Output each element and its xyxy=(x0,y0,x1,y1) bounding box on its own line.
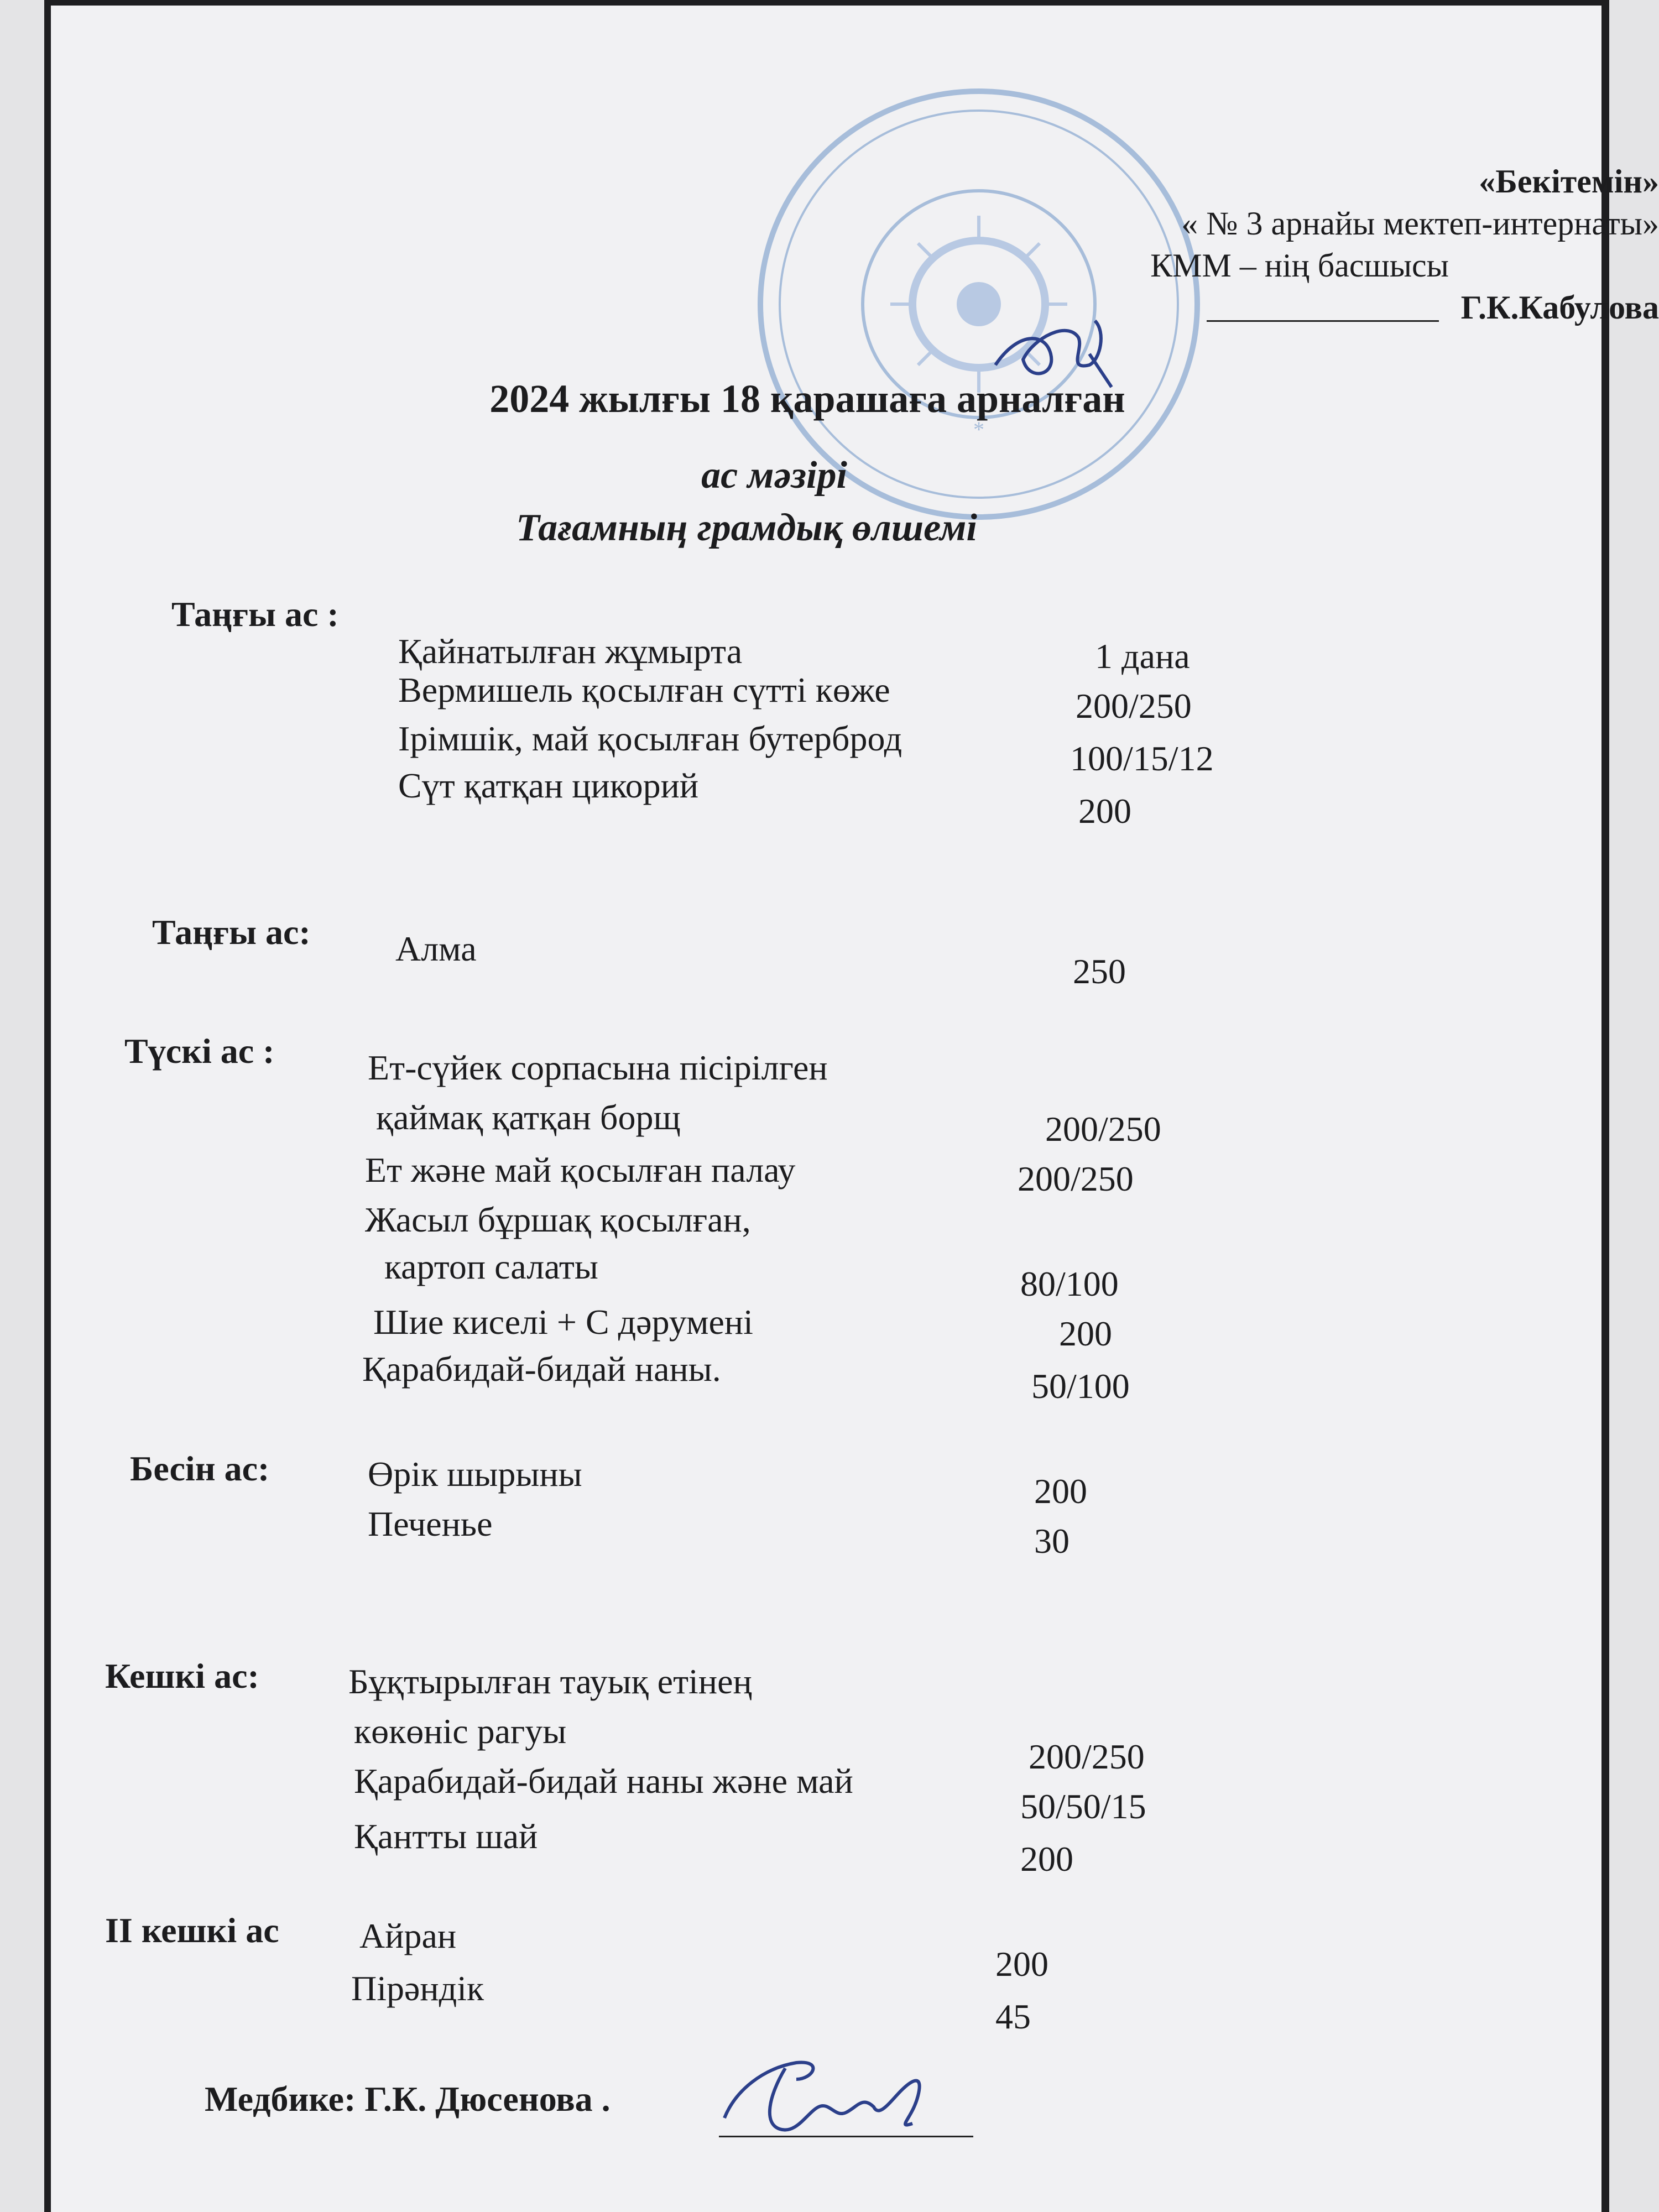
menu-item-name: Жасыл бұршақ қосылған, xyxy=(365,1200,751,1239)
nurse-label: Медбике: xyxy=(205,2079,356,2119)
meal-label: II кешкі ас xyxy=(105,1911,279,1950)
menu-item-qty: 200 xyxy=(1059,1314,1112,1353)
menu-item-name: Қантты шай xyxy=(354,1817,538,1856)
meal-label: Кешкі ас: xyxy=(105,1656,259,1695)
menu-item-qty: 30 xyxy=(1034,1521,1070,1561)
menu-item-qty: 250 xyxy=(1073,952,1126,991)
meal-label: Таңғы ас: xyxy=(152,912,311,952)
menu-item-name: Қарабидай-бидай наны. xyxy=(362,1349,721,1389)
menu-item-qty: 80/100 xyxy=(1020,1264,1119,1303)
approval-title: «Бекітемін» xyxy=(1479,163,1659,200)
menu-item-name: Бұқтырылған тауық етінең xyxy=(348,1662,752,1701)
meal-label: Түскі ас : xyxy=(124,1031,275,1071)
approval-director-name: Г.К.Кабулова xyxy=(1460,289,1659,326)
menu-item-name: Шие киселі + С дәрумені xyxy=(373,1302,753,1342)
menu-item-name: Алма xyxy=(395,929,477,968)
director-signature-line xyxy=(1207,300,1439,322)
menu-item-name: Вермишель қосылған сүтті көже xyxy=(398,670,890,709)
menu-item-qty: 200/250 xyxy=(1076,686,1192,726)
menu-item-name: Ет-сүйек сорпасына пісірілген xyxy=(368,1048,828,1087)
menu-item-name: картоп салаты xyxy=(384,1247,598,1286)
meal-label: Бесін ас: xyxy=(130,1449,270,1488)
menu-item-name: Өрік шырыны xyxy=(368,1454,582,1494)
menu-item-qty: 45 xyxy=(995,1997,1031,2036)
menu-item-qty: 200/250 xyxy=(1018,1159,1134,1198)
menu-item-name: көкөніс рагуы xyxy=(354,1712,567,1751)
meal-label: Таңғы ас : xyxy=(171,594,339,634)
menu-item-qty: 200 xyxy=(1020,1839,1073,1879)
menu-item-qty: 50/50/15 xyxy=(1020,1787,1146,1826)
approval-school: « № 3 арнайы мектеп-интернаты» xyxy=(1181,205,1659,242)
menu-item-name: Ірімшік, май қосылған бутерброд xyxy=(398,719,902,758)
menu-item-name: Пірәндік xyxy=(351,1969,484,2008)
menu-item-name: Печенье xyxy=(368,1504,493,1543)
approval-position: КММ – нің басшысы xyxy=(1150,247,1449,284)
menu-heading-date: 2024 жылғы 18 қарашаға арналған xyxy=(489,377,1125,421)
menu-item-name: Ет және май қосылған палау xyxy=(365,1150,796,1190)
menu-item-qty: 200 xyxy=(995,1944,1048,1984)
menu-item-name: Айран xyxy=(359,1916,457,1955)
menu-item-qty: 50/100 xyxy=(1031,1366,1130,1406)
svg-text:*: * xyxy=(973,417,984,442)
menu-item-name: Қарабидай-бидай наны және май xyxy=(354,1761,853,1801)
approval-block xyxy=(774,160,1659,328)
nurse-block xyxy=(205,2079,611,2119)
menu-item-name: Қайнатылған жұмырта xyxy=(398,632,743,671)
nurse-name: Г.К. Дюсенова . xyxy=(364,2079,611,2119)
menu-item-name: Сүт қатқан цикорий xyxy=(398,766,699,805)
menu-item-qty: 1 дана xyxy=(1095,637,1190,676)
menu-item-qty: 200 xyxy=(1034,1472,1087,1511)
menu-item-qty: 200/250 xyxy=(1029,1737,1145,1776)
menu-item-qty: 100/15/12 xyxy=(1070,739,1214,778)
menu-heading-measure: Тағамның грамдық өлшемі xyxy=(516,507,977,549)
menu-heading-subtitle: ас мәзірі xyxy=(701,454,847,497)
menu-item-qty: 200/250 xyxy=(1045,1109,1161,1149)
menu-item-name: қаймақ қатқан борщ xyxy=(376,1098,681,1137)
menu-item-qty: 200 xyxy=(1078,791,1131,831)
nurse-signature xyxy=(713,2046,962,2140)
